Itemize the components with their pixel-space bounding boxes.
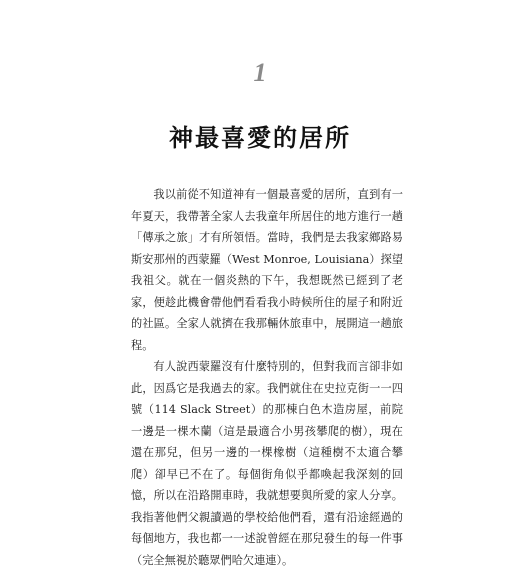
chapter-number: 1 [253,58,267,87]
paragraph-1: 我以前從不知道神有一個最喜愛的居所，直到有一年夏天，我帶著全家人去我童年所居住的地方進行一趟「傳承之旅」才有所領悟。當時，我們是去我家鄉路易斯安那州的西蒙羅（West Monroe, Louisiana）探望我祖父。就在一個炎熱的下午，我想既然已經到了老家，便趁此機會帶他們看看我小時候所住的屋子和附近的社區。全家人就擠在我那輛休旅車中，展開這一趟旅程。 [131,188,403,352]
paragraph-2: 有人說西蒙羅沒有什麼特別的，但對我而言卻非如此，因爲它是我過去的家。我們就住在史拉克街一一四號（114 Slack Street）的那棟白色木造房屋，前院一邊是一棵木蘭（這是最適合小男孩攀爬的樹），現在還在那兒，但另一邊的一棵橡樹（這種樹不太適合攀爬）卻早已不在了。每個街角似乎都喚起我深刻的回憶，所以在沿路開車時，我就想要與所愛的家人分享。我指著他們父親讀過的學校給他們看，還有沿途經過的每個地方，我也都一一述說曾經在那兒發生的每一件事（完全無視於聽眾們哈欠連連）。 [131,360,403,567]
chapter-body [131,184,403,571]
chapter-title: 神最喜愛的居所 [169,124,351,152]
